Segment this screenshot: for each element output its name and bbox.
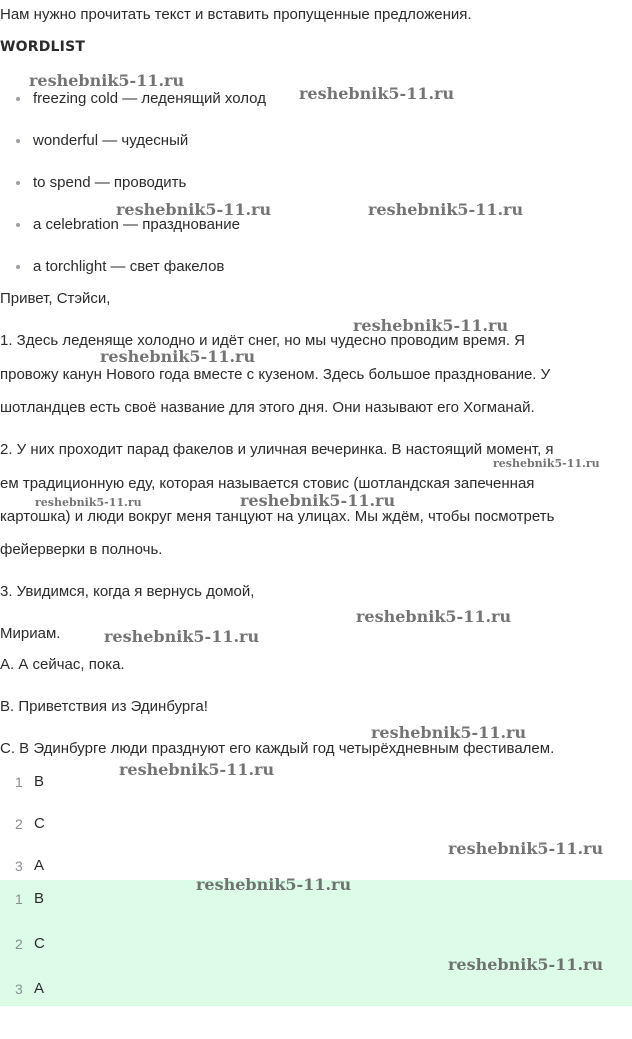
answer-highlight-box xyxy=(0,880,632,1006)
watermark: reshebnik5-11.ru xyxy=(368,200,524,219)
bullet-icon xyxy=(16,97,20,101)
option-a: A. А сейчас, пока. xyxy=(0,656,125,673)
watermark: reshebnik5-11.ru xyxy=(119,760,275,779)
answer-number: 3 xyxy=(15,981,23,997)
letter-line: 3. Увидимся, когда я вернусь домой, xyxy=(0,583,255,600)
letter-greeting: Привет, Стэйси, xyxy=(0,290,111,307)
letter-line: шотландцев есть своё название для этого дня. Они называют его Хогманай. xyxy=(0,399,535,416)
watermark: reshebnik5-11.ru xyxy=(240,491,396,510)
watermark: reshebnik5-11.ru xyxy=(448,839,604,858)
watermark: reshebnik5-11.ru xyxy=(493,457,600,470)
watermark: reshebnik5-11.ru xyxy=(35,496,142,509)
watermark: reshebnik5-11.ru xyxy=(448,955,604,974)
answer-value: C xyxy=(34,935,45,952)
wordlist-item-text: freezing cold — леденящий холод xyxy=(33,90,266,107)
wordlist-heading: WORDLIST xyxy=(0,39,86,55)
watermark: reshebnik5-11.ru xyxy=(371,723,527,742)
option-c: C. В Эдинбурге люди празднуют его каждый год четырёхдневным фестивалем. xyxy=(0,740,555,757)
watermark: reshebnik5-11.ru xyxy=(29,71,185,90)
letter-line: картошка) и люди вокруг меня танцуют на улицах. Мы ждём, чтобы посмотреть xyxy=(0,508,555,525)
answer-number: 2 xyxy=(15,936,23,952)
bullet-icon xyxy=(16,139,20,143)
wordlist-item-text: to spend — проводить xyxy=(33,174,187,191)
answer-value: C xyxy=(34,815,45,832)
watermark: reshebnik5-11.ru xyxy=(353,316,509,335)
wordlist-item-text: a torchlight — свет факелов xyxy=(33,258,225,275)
watermark: reshebnik5-11.ru xyxy=(104,627,260,646)
answer-value: B xyxy=(34,890,45,907)
instruction-text: Нам нужно прочитать текст и вставить пропущенные предложения. xyxy=(0,6,472,23)
answer-number: 1 xyxy=(15,891,23,907)
watermark: reshebnik5-11.ru xyxy=(196,875,352,894)
wordlist-item-text: a celebration — празднование xyxy=(33,216,240,233)
answer-number: 3 xyxy=(15,858,23,874)
watermark: reshebnik5-11.ru xyxy=(116,200,272,219)
answer-value: A xyxy=(34,980,45,997)
letter-signature: Мириам. xyxy=(0,625,61,642)
letter-line: ем традиционную еду, которая называется стовис (шотландская запеченная xyxy=(0,475,535,492)
letter-line: 2. У них проходит парад факелов и уличная вечеринка. В настоящий момент, я xyxy=(0,441,554,458)
answer-number: 1 xyxy=(15,774,23,790)
answer-value: B xyxy=(34,773,45,790)
bullet-icon xyxy=(16,223,20,227)
letter-line: 1. Здесь леденяще холодно и идёт снег, но мы чудесно проводим время. Я xyxy=(0,332,525,349)
answer-number: 2 xyxy=(15,816,23,832)
answer-value: A xyxy=(34,857,45,874)
option-b: B. Приветствия из Эдинбурга! xyxy=(0,698,208,715)
bullet-icon xyxy=(16,265,20,269)
letter-line: фейерверки в полночь. xyxy=(0,541,163,558)
bullet-icon xyxy=(16,181,20,185)
letter-line: провожу канун Нового года вместе с кузеном. Здесь большое празднование. У xyxy=(0,366,551,383)
wordlist-item-text: wonderful — чудесный xyxy=(33,132,189,149)
watermark: reshebnik5-11.ru xyxy=(100,347,256,366)
watermark: reshebnik5-11.ru xyxy=(299,84,455,103)
watermark: reshebnik5-11.ru xyxy=(356,607,512,626)
